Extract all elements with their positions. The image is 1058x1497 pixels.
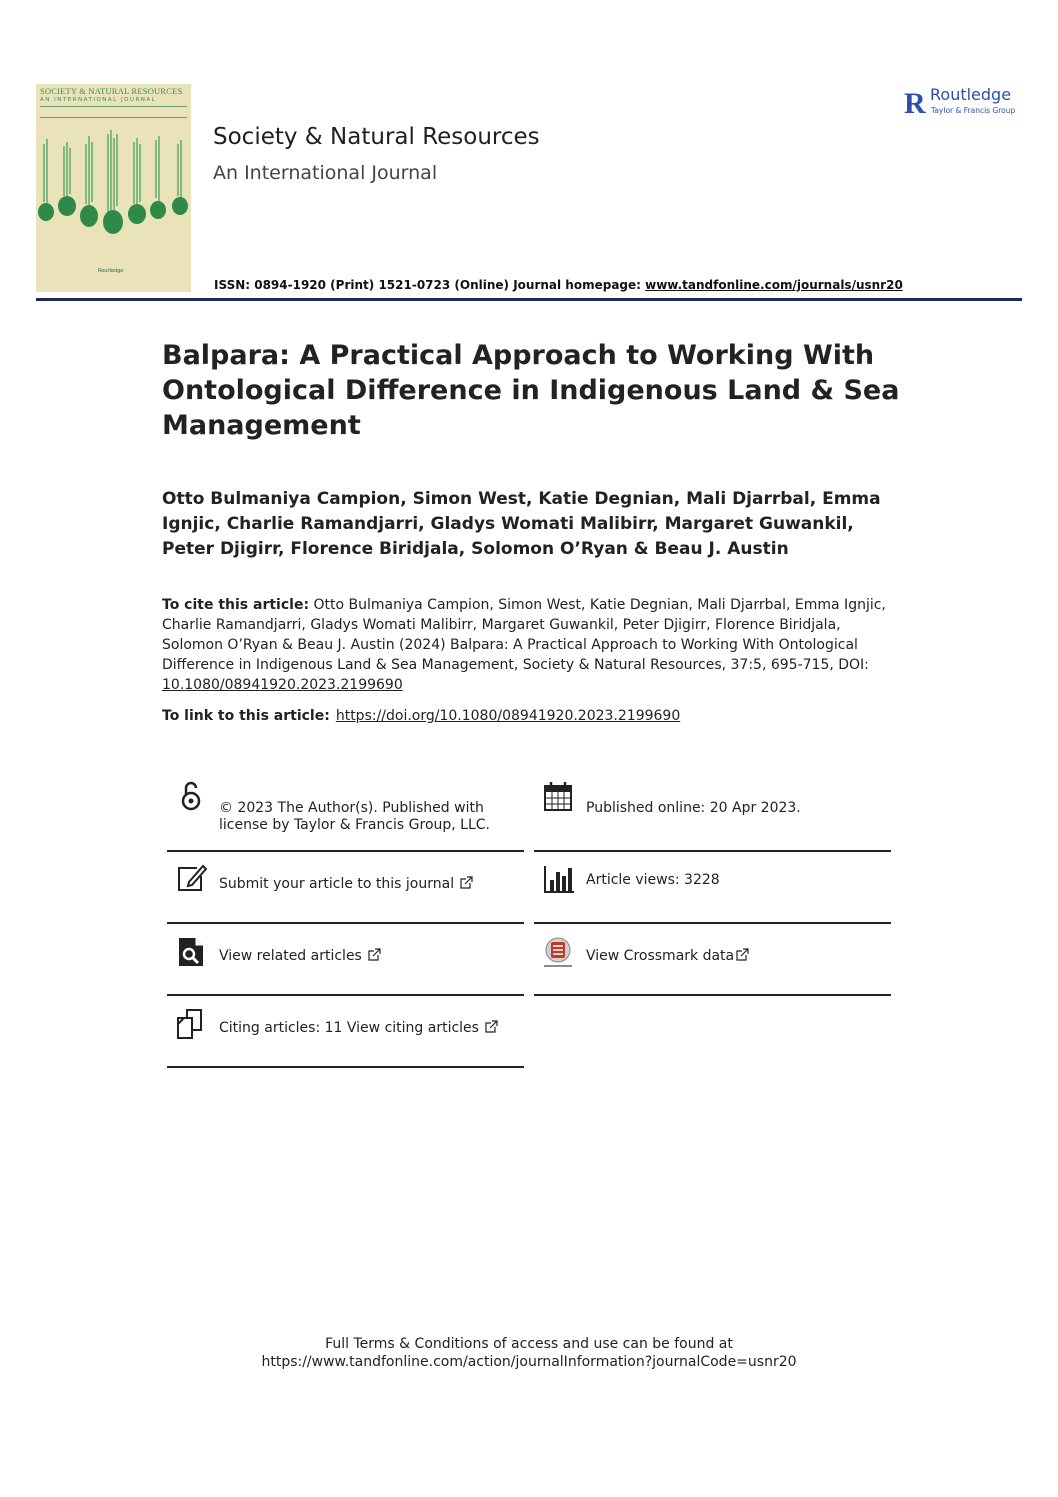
- header-divider: [36, 298, 1022, 301]
- open-access-icon: [175, 780, 207, 812]
- journal-title: Society & Natural Resources: [213, 124, 540, 150]
- cell-divider: [534, 994, 891, 996]
- views-cell: [534, 852, 891, 924]
- cite-label: To cite this article:: [162, 597, 310, 613]
- issn-line: [214, 278, 903, 292]
- crossmark-cell[interactable]: [534, 924, 891, 996]
- submit-article-link[interactable]: Submit your article to this journal: [219, 876, 455, 892]
- svg-text:R: R: [904, 87, 926, 120]
- article-title: Balpara: A Practical Approach to Working With Ontological Difference in Indigenous Land & Sea Management: [162, 340, 900, 441]
- journal-cover-image: [36, 84, 191, 292]
- calendar-icon: [542, 780, 574, 812]
- publisher-name: Routledge: [930, 85, 1012, 104]
- citing-articles-link[interactable]: Citing articles: 11 View citing articles: [219, 1020, 479, 1036]
- article-doi-link[interactable]: https://doi.org/10.1080/08941920.2023.2199690: [335, 708, 681, 724]
- submit-cell[interactable]: [167, 852, 524, 924]
- article-views: Article views: 3228: [586, 872, 720, 888]
- journal-subtitle: An International Journal: [213, 162, 438, 184]
- license-cell: [167, 780, 524, 852]
- terms-line: Full Terms & Conditions of access and use can be found at: [325, 1336, 733, 1352]
- cell-divider: [167, 1066, 524, 1068]
- license-text: © 2023 The Author(s). Published with license by Taylor & Francis Group, LLC.: [219, 800, 490, 833]
- external-link-icon: [736, 948, 749, 961]
- terms-url[interactable]: https://www.tandfonline.com/action/journalInformation?journalCode=usnr20: [261, 1354, 797, 1370]
- citing-documents-icon: [175, 1008, 207, 1040]
- published-cell: [534, 780, 891, 852]
- cite-text: Otto Bulmaniya Campion, Simon West, Katie Degnian, Mali Djarrbal, Emma Ignjic, Charlie Ramandjarri, Gladys Womati Malibirr, Margaret Guwankil, Peter Djigirr, Florence Biridjala, Solomon O’Ryan & Beau J. Austin (2024) Balpara: A Practical Approach to Working With Ontological Difference in Indigenous Land & Sea Management, Society & Natural Resources, 37:5, 695-715, DOI:: [162, 597, 886, 673]
- crossmark-link[interactable]: View Crossmark data: [586, 948, 735, 964]
- routledge-r-icon: [902, 86, 928, 120]
- article-authors: Otto Bulmaniya Campion, Simon West, Katie Degnian, Mali Djarrbal, Emma Ignjic, Charlie Ramandjarri, Gladys Womati Malibirr, Margaret Guwankil, Peter Djigirr, Florence Biridjala, Solomon O’Ryan & Beau J. Austin: [162, 489, 881, 559]
- article-link-block: [162, 708, 862, 724]
- citation-block: [162, 595, 906, 695]
- published-date: Published online: 20 Apr 2023.: [586, 800, 801, 816]
- external-link-icon: [368, 948, 381, 961]
- cover-publisher: Routledge: [98, 268, 124, 274]
- cover-subtitle: AN INTERNATIONAL JOURNAL: [40, 97, 157, 103]
- external-link-icon: [460, 876, 473, 889]
- publisher-group: Taylor & Francis Group: [931, 106, 1016, 115]
- cover-plants-illustration: [36, 84, 191, 292]
- journal-homepage-link[interactable]: www.tandfonline.com/journals/usnr20: [645, 278, 903, 292]
- citing-cell[interactable]: [167, 996, 524, 1068]
- edit-icon: [175, 862, 207, 894]
- issn-text: ISSN: 0894-1920 (Print) 1521-0723 (Online) Journal homepage:: [214, 278, 646, 292]
- crossmark-icon: [542, 936, 574, 968]
- external-link-icon: [485, 1020, 498, 1033]
- routledge-logo: [902, 86, 1022, 120]
- document-search-icon: [175, 936, 207, 968]
- cite-doi-link[interactable]: 10.1080/08941920.2023.2199690: [162, 677, 403, 693]
- bar-chart-icon: [542, 862, 574, 894]
- terms-footer: [0, 1335, 1058, 1371]
- related-cell[interactable]: [167, 924, 524, 996]
- cover-title: SOCIETY & NATURAL RESOURCES: [40, 86, 183, 96]
- related-articles-link[interactable]: View related articles: [219, 948, 362, 964]
- link-label: To link to this article:: [162, 708, 330, 724]
